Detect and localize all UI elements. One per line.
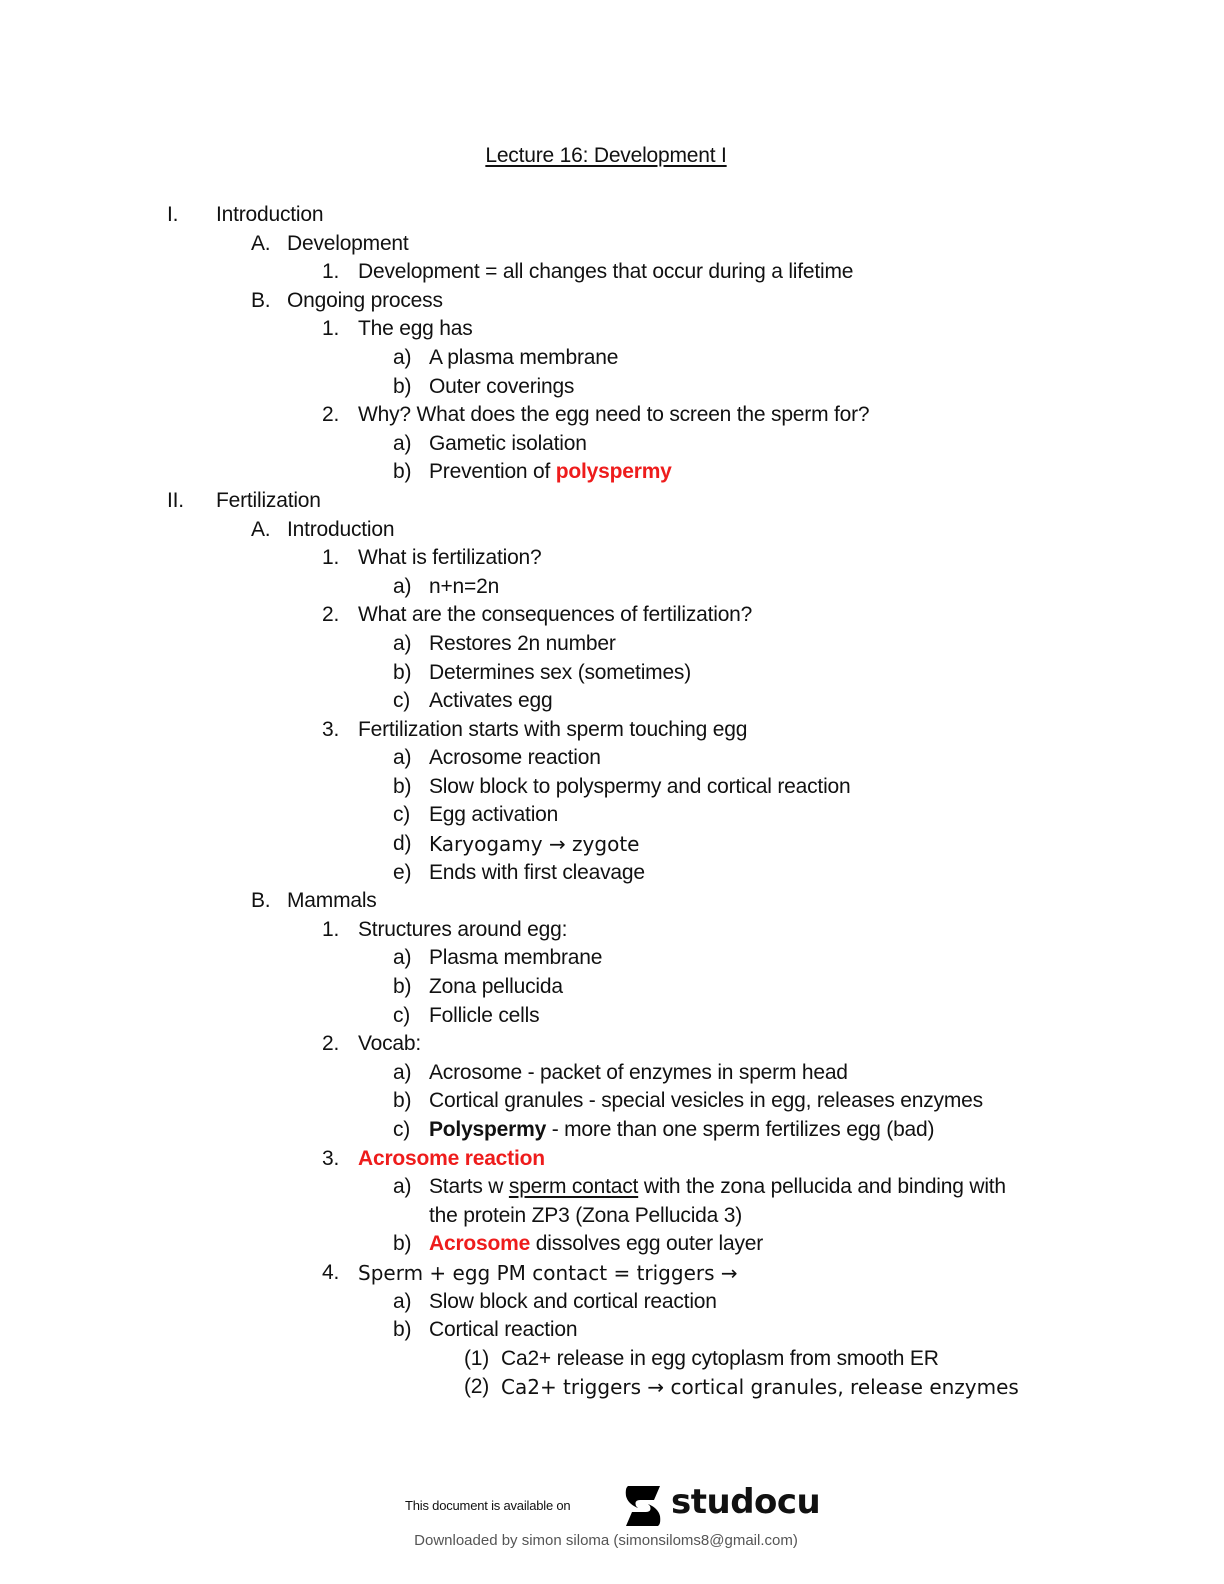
outline-item <box>0 630 1224 659</box>
outline-item <box>0 258 1224 287</box>
outline-text <box>429 458 672 487</box>
outline-marker: 4. <box>322 1260 340 1284</box>
outline-marker: 2. <box>322 1032 340 1056</box>
outline-item <box>0 973 1224 1002</box>
outline-marker: B. <box>251 889 271 913</box>
text-run: Prevention of <box>429 460 556 484</box>
outline-marker: a) <box>393 1175 412 1199</box>
outline-item <box>0 287 1224 316</box>
outline-text: Acrosome - packet of enzymes in sperm head <box>429 1060 848 1084</box>
outline-item <box>0 315 1224 344</box>
outline-item <box>0 1230 1224 1259</box>
outline-text <box>429 830 639 860</box>
outline-text: Acrosome reaction <box>429 746 601 770</box>
outline-text: Egg activation <box>429 803 559 827</box>
outline-marker: a) <box>393 946 412 970</box>
outline-text: The egg has <box>358 317 473 341</box>
outline-item <box>0 458 1224 487</box>
outline-text: Determines sex (sometimes) <box>429 660 692 684</box>
outline-item <box>0 1345 1224 1374</box>
outline-text: Vocab: <box>358 1032 422 1056</box>
outline-marker: B. <box>251 288 271 312</box>
text-run: Sperm + egg PM contact = triggers → <box>358 1260 738 1285</box>
outline-text: Why? What does the egg need to screen the sperm for? <box>358 403 870 427</box>
outline-marker: 3. <box>322 717 340 741</box>
outline-text: Cortical reaction <box>429 1318 578 1342</box>
outline-marker: 1. <box>322 546 340 570</box>
outline-text: Follicle cells <box>429 1003 540 1027</box>
outline-marker: 1. <box>322 260 340 284</box>
outline-marker: a) <box>393 574 412 598</box>
outline-marker: a) <box>393 631 412 655</box>
outline-text: Zona pellucida <box>429 975 563 999</box>
outline-item <box>0 1059 1224 1088</box>
outline-marker: a) <box>393 431 412 455</box>
outline-text <box>358 1145 545 1174</box>
outline-marker: b) <box>393 1232 412 1256</box>
outline-item <box>0 1116 1224 1145</box>
highlighted-term: polyspermy <box>555 460 672 484</box>
outline-item <box>0 573 1224 602</box>
outline-item <box>0 744 1224 773</box>
outline-text: Mammals <box>287 889 377 913</box>
outline-text <box>358 1259 738 1289</box>
outline-text <box>429 1116 934 1145</box>
outline-marker: a) <box>393 345 412 369</box>
outline-text: Slow block to polyspermy and cortical reaction <box>429 774 851 798</box>
outline-marker: 3. <box>322 1146 340 1170</box>
outline-text: Introduction <box>216 203 324 226</box>
outline-marker: a) <box>393 746 412 770</box>
outline-text: Gametic isolation <box>429 431 587 455</box>
outline-item <box>0 1173 1224 1202</box>
outline-item <box>0 801 1224 830</box>
outline-item <box>0 1145 1224 1174</box>
outline-item <box>0 659 1224 688</box>
outline-item <box>0 944 1224 973</box>
outline-marker: b) <box>393 660 412 684</box>
availability-text: This document is available on <box>405 1498 571 1513</box>
outline-marker: (1) <box>464 1346 490 1370</box>
outline-item <box>0 1288 1224 1317</box>
outline-marker: a) <box>393 1289 412 1313</box>
studocu-brand[interactable]: studocu <box>671 1482 821 1522</box>
lecture-outline <box>0 201 1224 1402</box>
outline-item <box>0 430 1224 459</box>
outline-text <box>429 1230 763 1259</box>
outline-text: What is fertilization? <box>358 546 542 570</box>
outline-item <box>0 716 1224 745</box>
outline-marker: (2) <box>464 1375 490 1399</box>
outline-text: Fertilization <box>216 488 321 512</box>
outline-text: A plasma membrane <box>429 345 619 369</box>
outline-item <box>0 1030 1224 1059</box>
text-run: - more than one sperm fertilizes egg (bad) <box>546 1118 935 1141</box>
outline-marker: b) <box>393 374 412 398</box>
outline-text: Ongoing process <box>287 288 443 312</box>
outline-item <box>0 516 1224 545</box>
outline-item <box>0 544 1224 573</box>
outline-marker: A. <box>251 517 271 541</box>
outline-marker: d) <box>393 832 412 856</box>
outline-item <box>0 1316 1224 1345</box>
outline-text: Fertilization starts with sperm touching egg <box>358 717 748 741</box>
outline-item <box>0 773 1224 802</box>
outline-item <box>0 344 1224 373</box>
text-run: with the zona pellucida and binding with <box>638 1175 1006 1199</box>
underlined-term: sperm contact <box>508 1175 639 1199</box>
highlighted-term: Acrosome reaction <box>358 1146 545 1170</box>
outline-marker: b) <box>393 1318 412 1342</box>
outline-item <box>0 1087 1224 1116</box>
outline-text: Activates egg <box>429 689 553 713</box>
outline-marker: 1. <box>322 917 340 941</box>
outline-item <box>0 401 1224 430</box>
outline-item <box>0 1373 1224 1402</box>
outline-marker: e) <box>393 860 412 884</box>
outline-text: the protein ZP3 (Zona Pellucida 3) <box>429 1203 743 1227</box>
outline-text: What are the consequences of fertilization? <box>358 603 753 627</box>
outline-text: Ca2+ release in egg cytoplasm from smooth ER <box>501 1346 939 1370</box>
outline-item <box>0 887 1224 916</box>
outline-item <box>0 859 1224 888</box>
outline-marker: b) <box>393 1089 412 1113</box>
outline-text <box>501 1373 1019 1403</box>
outline-marker: 2. <box>322 603 340 627</box>
outline-marker: A. <box>251 231 271 255</box>
outline-item <box>0 830 1224 859</box>
document-title: Lecture 16: Development I <box>485 144 727 167</box>
outline-marker: c) <box>393 1003 411 1027</box>
outline-text: Development = all changes that occur during a lifetime <box>358 260 854 284</box>
outline-item <box>0 487 1224 516</box>
outline-item <box>0 1202 1224 1231</box>
outline-text <box>429 1173 1006 1202</box>
outline-text: Development <box>287 231 409 255</box>
studocu-logo-icon[interactable] <box>620 1482 666 1530</box>
text-run: dissolves egg outer layer <box>530 1232 764 1256</box>
outline-marker: c) <box>393 1118 411 1141</box>
highlighted-term: Acrosome <box>429 1232 531 1256</box>
text-run: Karyogamy → zygote <box>429 832 640 857</box>
downloaded-by-text: Downloaded by simon siloma (simonsiloms8@gmail.com) <box>414 1532 798 1549</box>
outline-text: Cortical granules - special vesicles in egg, releases enzymes <box>429 1089 983 1113</box>
outline-marker: II. <box>167 488 184 512</box>
outline-item <box>0 373 1224 402</box>
text-run: Ca2+ triggers → cortical granules, release enzymes <box>501 1375 1019 1400</box>
outline-marker: 1. <box>322 317 340 341</box>
outline-text: Slow block and cortical reaction <box>429 1289 717 1313</box>
outline-item <box>0 201 1224 230</box>
outline-marker: b) <box>393 774 412 798</box>
outline-text: Ends with first cleavage <box>429 860 645 884</box>
outline-marker: c) <box>393 803 411 827</box>
outline-text: Outer coverings <box>429 374 575 398</box>
outline-text: Introduction <box>287 517 395 541</box>
studocu-footer <box>0 1478 1224 1584</box>
outline-item <box>0 230 1224 259</box>
outline-marker: I. <box>167 203 179 226</box>
outline-item <box>0 687 1224 716</box>
text-run: Starts w <box>429 1175 509 1199</box>
outline-marker: 2. <box>322 403 340 427</box>
outline-marker: a) <box>393 1060 412 1084</box>
outline-text: Structures around egg: <box>358 917 568 941</box>
outline-text: n+n=2n <box>429 574 500 598</box>
bold-term: Polyspermy <box>429 1118 547 1141</box>
outline-marker: b) <box>393 975 412 999</box>
outline-marker: b) <box>393 460 412 484</box>
outline-text: Restores 2n number <box>429 631 616 655</box>
outline-text: Plasma membrane <box>429 946 603 970</box>
outline-marker: c) <box>393 689 411 713</box>
outline-item <box>0 916 1224 945</box>
outline-item <box>0 601 1224 630</box>
outline-item <box>0 1259 1224 1288</box>
outline-item <box>0 1002 1224 1031</box>
